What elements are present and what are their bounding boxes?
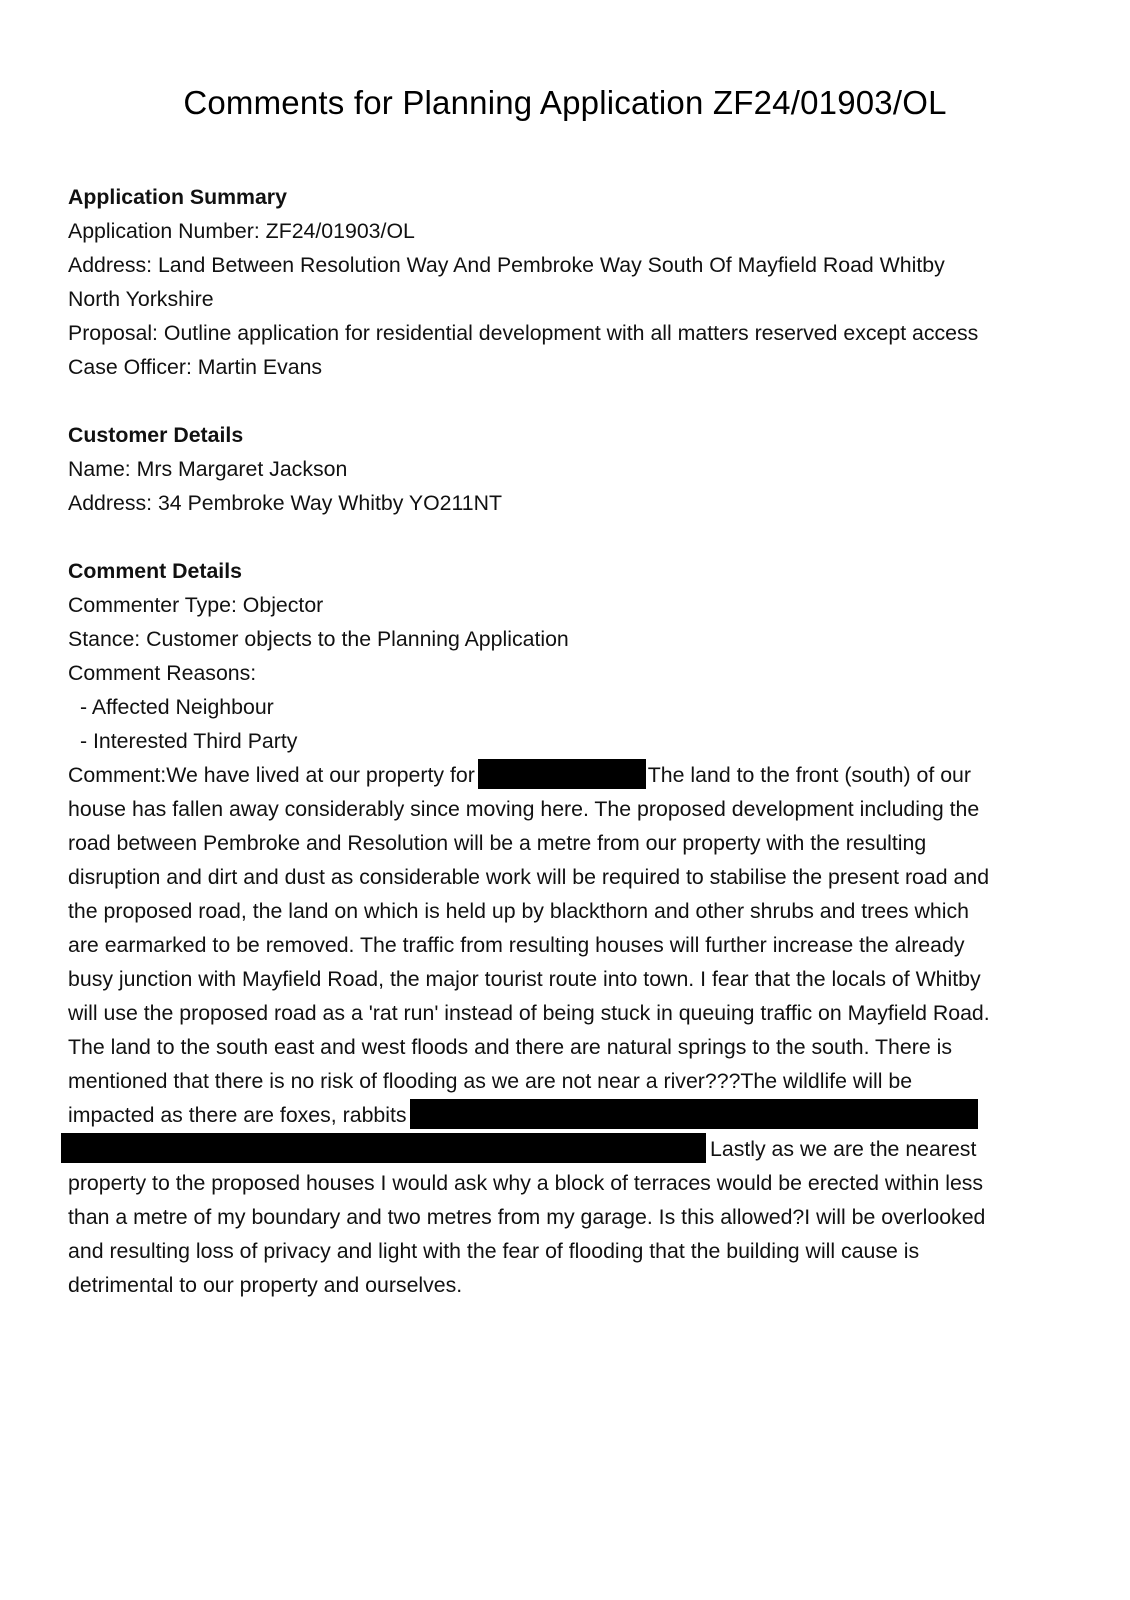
stance: Stance: Customer objects to the Planning Application	[68, 627, 569, 651]
commenter-type: Commenter Type: Objector	[68, 593, 324, 617]
redaction-block	[61, 1133, 706, 1163]
application-number: Application Number: ZF24/01903/OL	[68, 219, 415, 243]
application-summary-section	[68, 180, 1068, 384]
comment-reason-item: - Interested Third Party	[80, 729, 298, 753]
comment-line: the proposed road, the land on which is held up by blackthorn and other shrubs and trees which	[68, 899, 969, 923]
comment-line: road between Pembroke and Resolution will be a metre from our property with the resulting	[68, 831, 927, 855]
comment-line: house has fallen away considerably since moving here. The proposed development including the	[68, 797, 980, 821]
customer-details-heading: Customer Details	[68, 423, 244, 447]
comment-line: are earmarked to be removed. The traffic from resulting houses will further increase the already	[68, 933, 965, 957]
customer-name: Name: Mrs Margaret Jackson	[68, 457, 348, 481]
comment-line: detrimental to our property and ourselves.	[68, 1273, 463, 1297]
comment-fragment: Lastly as we are the nearest	[710, 1137, 977, 1161]
comment-fragment: impacted as there are foxes, rabbits	[68, 1103, 407, 1127]
comment-line	[68, 1098, 1068, 1132]
comment-line: mentioned that there is no risk of flooding as we are not near a river???The wildlife will be	[68, 1069, 913, 1093]
comment-reason-item: - Affected Neighbour	[80, 695, 274, 719]
document-body	[68, 180, 1068, 1336]
redaction-block	[410, 1099, 978, 1129]
customer-address: Address: 34 Pembroke Way Whitby YO211NT	[68, 491, 502, 515]
customer-details-section	[68, 418, 1068, 520]
application-address-line-2: North Yorkshire	[68, 287, 214, 311]
comment-line: disruption and dirt and dust as considerable work will be required to stabilise the present road and	[68, 865, 990, 889]
comment-line: property to the proposed houses I would ask why a block of terraces would be erected within less	[68, 1171, 984, 1195]
comment-text	[68, 758, 1068, 1302]
application-address-line-1: Address: Land Between Resolution Way And Pembroke Way South Of Mayfield Road Whitby	[68, 253, 945, 277]
comment-line: The land to the south east and west floods and there are natural springs to the south. There is	[68, 1035, 952, 1059]
comment-line: than a metre of my boundary and two metres from my garage. Is this allowed?I will be overlooked	[68, 1205, 986, 1229]
comment-line: and resulting loss of privacy and light with the fear of flooding that the building will cause is	[68, 1239, 920, 1263]
comment-line: busy junction with Mayfield Road, the major tourist route into town. I fear that the locals of Whitby	[68, 967, 981, 991]
comment-line	[68, 758, 1068, 792]
application-proposal: Proposal: Outline application for residential development with all matters reserved except access	[68, 321, 979, 345]
application-summary-heading: Application Summary	[68, 185, 287, 209]
comment-reasons-label: Comment Reasons:	[68, 661, 257, 685]
comment-fragment: The land to the front (south) of our	[647, 763, 971, 787]
comment-line: will use the proposed road as a 'rat run' instead of being stuck in queuing traffic on Mayfield Road.	[68, 1001, 990, 1025]
comment-fragment: Comment:We have lived at our property for	[68, 763, 475, 787]
redaction-block	[478, 759, 646, 789]
comment-details-heading: Comment Details	[68, 559, 242, 583]
comment-details-section	[68, 554, 1068, 1302]
case-officer: Case Officer: Martin Evans	[68, 355, 323, 379]
comment-line	[68, 1132, 1068, 1166]
page-title: Comments for Planning Application ZF24/01903/OL	[183, 84, 947, 121]
